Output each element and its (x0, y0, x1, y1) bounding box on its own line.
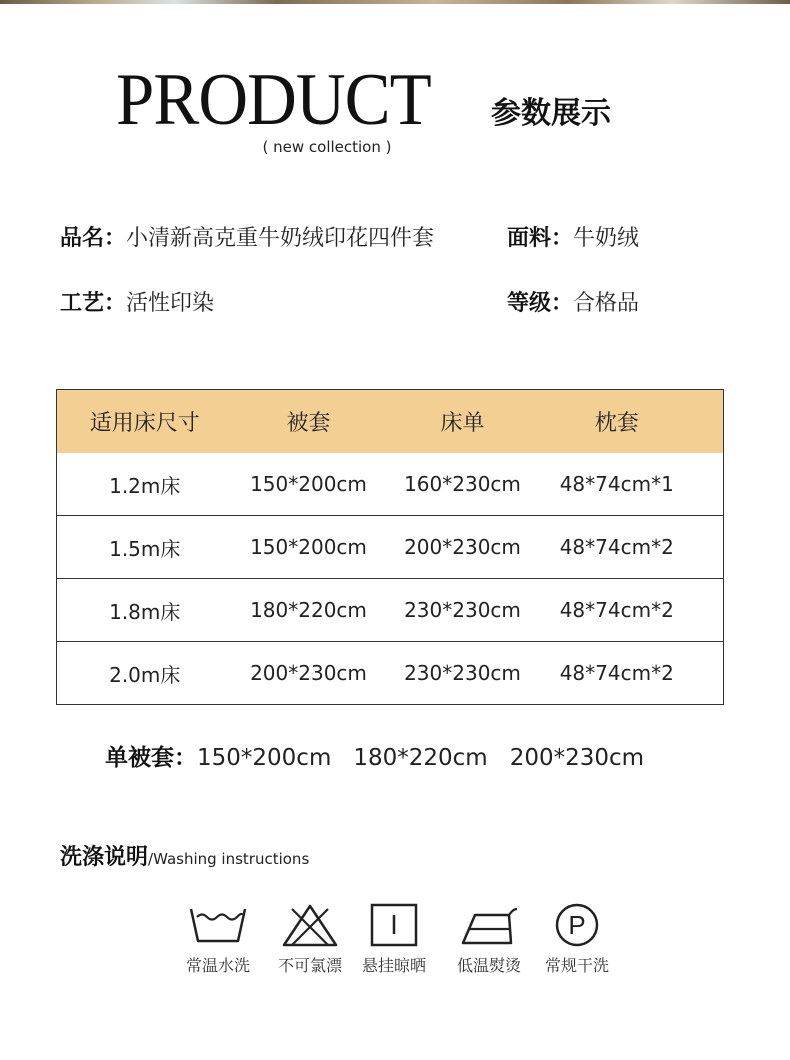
single-cover-size: 180*220cm (353, 745, 488, 771)
table-cell: 200*230cm (233, 642, 385, 705)
table-cell: 150*200cm (250, 472, 367, 496)
table-cell: 48*74cm*2 (541, 516, 724, 579)
size-table (56, 389, 724, 705)
dry-clean-p-icon (547, 903, 607, 947)
page-subtitle: ( new collection ) (262, 138, 392, 156)
spec-value: 牛奶绒 (573, 226, 640, 251)
table-cell: 1.8m床 (57, 579, 233, 642)
hang-dry-icon (364, 903, 424, 947)
spec-value: 小清新高克重牛奶绒印花四件套 (126, 226, 435, 251)
wash-label: 不可氯漂 (277, 956, 342, 975)
svg-text:P: P (568, 910, 586, 940)
spec-fabric (507, 224, 639, 254)
column-header: 被套 (233, 390, 385, 454)
single-cover-sizes (105, 742, 644, 774)
no-bleach-icon (280, 903, 340, 947)
wash-item (173, 903, 263, 976)
washing-title-en: /Washing instructions (148, 850, 310, 868)
table-cell: 160*230cm (404, 472, 521, 496)
column-header: 枕套 (541, 390, 724, 454)
table-cell: 48*74cm*2 (541, 579, 724, 642)
single-cover-label: 单被套： (105, 745, 197, 771)
spec-label: 面料： (507, 226, 574, 251)
spec-label: 品名： (60, 226, 127, 251)
spec-product-name (60, 224, 434, 254)
page-title: PRODUCT (116, 59, 431, 141)
wash-label: 低温熨烫 (456, 956, 521, 975)
table-cell: 1.2m床 (109, 473, 181, 498)
table-cell: 230*230cm (385, 579, 541, 642)
spec-grade (507, 289, 639, 319)
table-cell: 200*230cm (385, 516, 541, 579)
table-cell: 1.5m床 (57, 516, 233, 579)
wash-item (265, 903, 355, 976)
table-cell: 150*200cm (233, 516, 385, 579)
washing-section-title (60, 840, 309, 871)
column-header: 床单 (385, 390, 541, 454)
spec-label: 等级： (507, 291, 574, 316)
spec-craft (60, 289, 214, 319)
single-cover-size: 150*200cm (197, 745, 332, 771)
wash-label: 常温水洗 (185, 956, 250, 975)
table-row (57, 642, 724, 705)
single-cover-size: 200*230cm (509, 745, 645, 771)
iron-low-icon (459, 903, 519, 947)
page-title-cn: 参数展示 (491, 96, 611, 131)
wash-item (349, 903, 439, 976)
wash-label: 常规干洗 (544, 956, 609, 975)
washing-title-cn: 洗涤说明 (60, 845, 149, 870)
wash-item (444, 903, 534, 976)
table-cell: 2.0m床 (57, 642, 233, 705)
wash-item (532, 903, 622, 976)
wash-label: 悬挂晾晒 (361, 956, 426, 975)
top-photo-strip (0, 0, 790, 4)
column-header: 适用床尺寸 (57, 390, 233, 454)
table-cell: 48*74cm*2 (541, 642, 724, 705)
table-row (57, 516, 724, 579)
spec-value: 合格品 (573, 291, 640, 316)
wash-basin-icon (188, 903, 248, 947)
table-row (57, 579, 724, 642)
table-row (57, 453, 724, 516)
table-header-row (57, 390, 724, 454)
spec-label: 工艺： (60, 291, 127, 316)
table-cell: 180*220cm (233, 579, 385, 642)
table-cell: 230*230cm (385, 642, 541, 705)
spec-value: 活性印染 (126, 291, 215, 316)
table-cell: 48*74cm*1 (559, 472, 674, 496)
